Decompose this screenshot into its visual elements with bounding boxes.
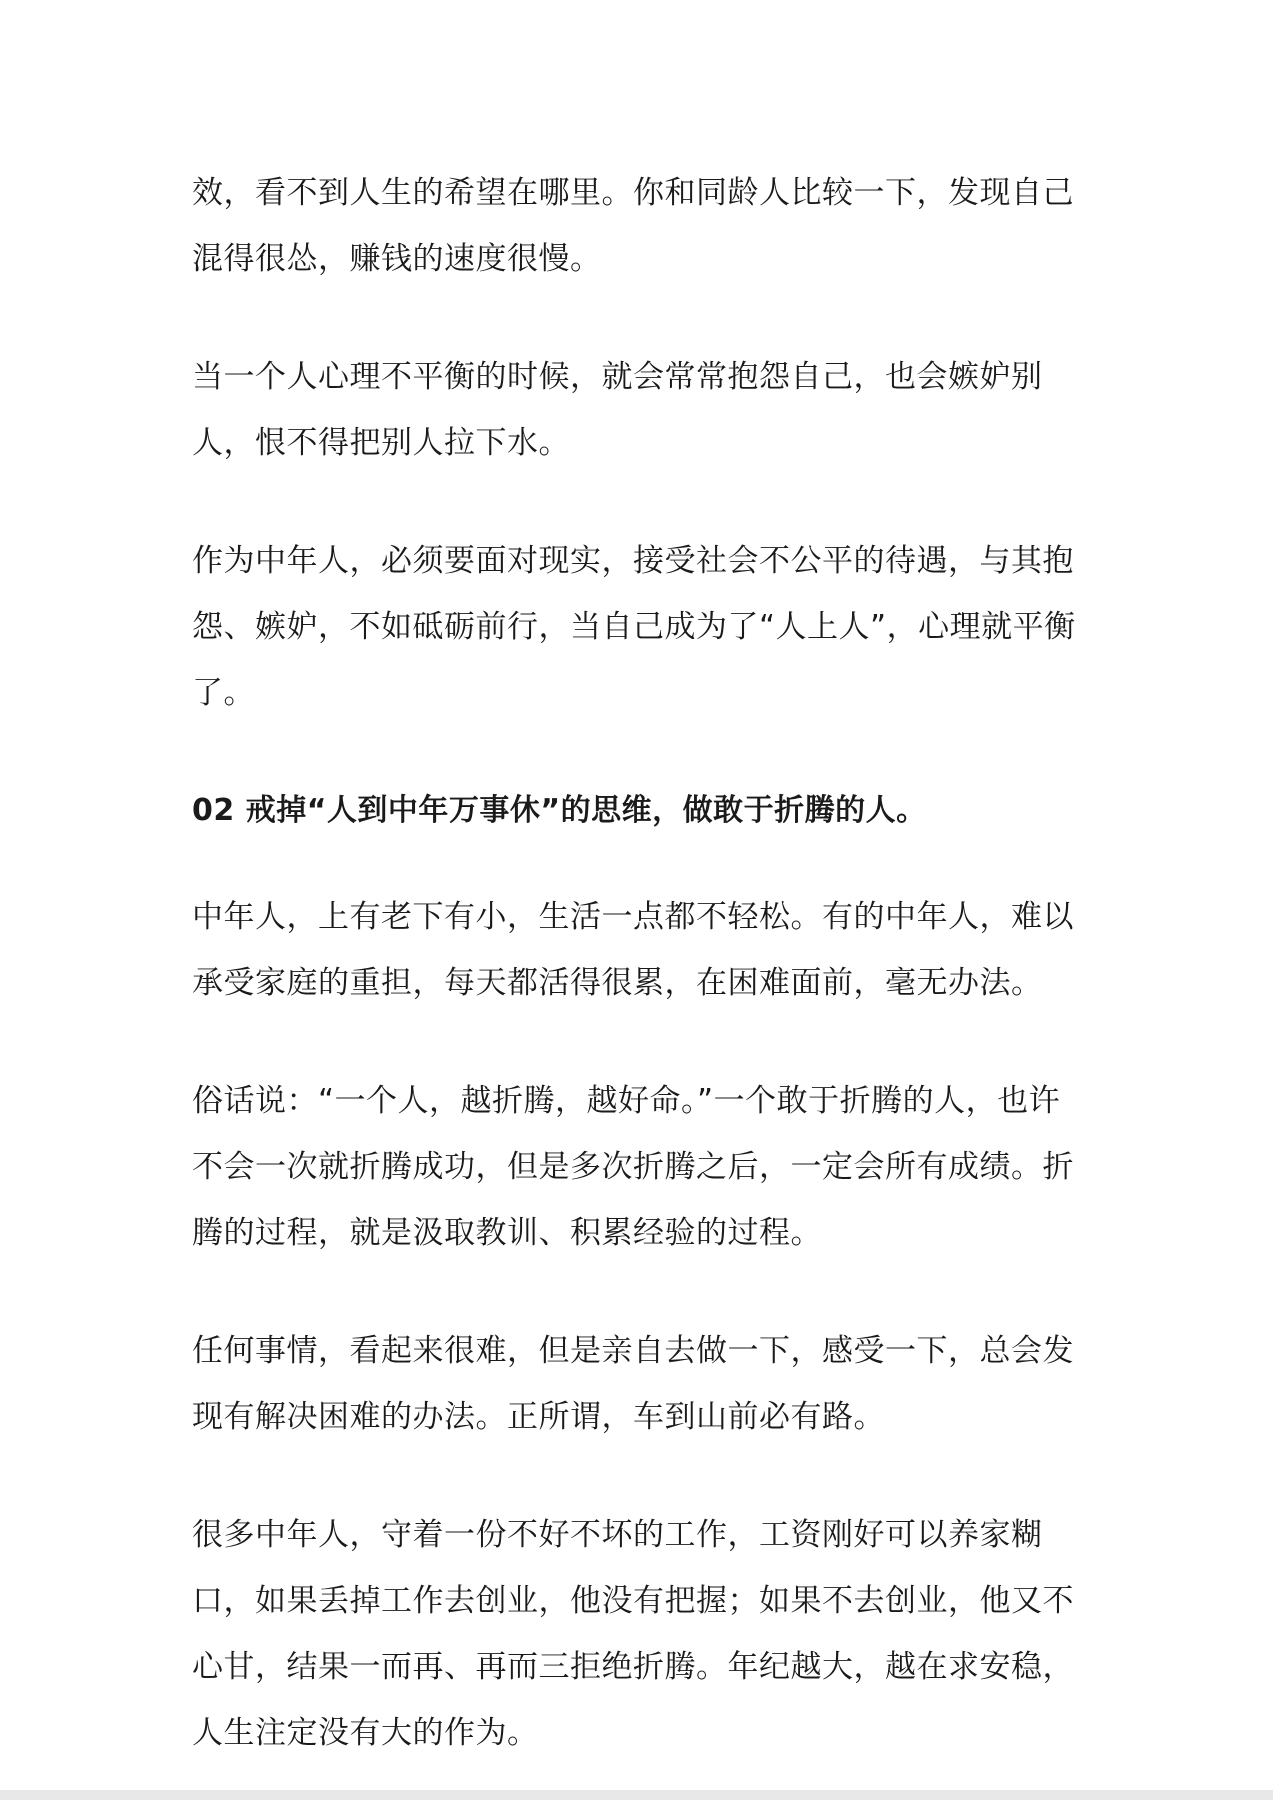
section-heading: 02 戒掉“人到中年万事休”的思维，做敢于折腾的人。 bbox=[192, 793, 927, 828]
paragraph-3: 作为中年人，必须要面对现实，接受社会不公平的待遇，与其抱怨、嫉妒，不如砥砺前行，当自己成为了“人上人”，心理就平衡了。 bbox=[192, 543, 1076, 711]
paragraph-1: 效，看不到人生的希望在哪里。你和同龄人比较一下，发现自己混得很怂，赚钱的速度很慢。 bbox=[192, 175, 1074, 277]
paragraph-7: 很多中年人，守着一份不好不坏的工作，工资刚好可以养家糊口，如果丢掉工作去创业，他没有把握；如果不去创业，他又不心甘，结果一而再、再而三拒绝折腾。年纪越大，越在求安稳，人生注定没有大的作为。 bbox=[192, 1517, 1074, 1751]
article-body bbox=[192, 160, 1088, 1818]
page-bottom-edge bbox=[0, 1790, 1273, 1800]
paragraph-5: 俗话说：“一个人，越折腾，越好命。”一个敢于折腾的人，也许不会一次就折腾成功，但是多次折腾之后，一定会所有成绩。折腾的过程，就是汲取教训、积累经验的过程。 bbox=[192, 1083, 1074, 1251]
paragraph-6: 任何事情，看起来很难，但是亲自去做一下，感受一下，总会发现有解决困难的办法。正所谓，车到山前必有路。 bbox=[192, 1333, 1074, 1435]
paragraph-4: 中年人，上有老下有小，生活一点都不轻松。有的中年人，难以承受家庭的重担，每天都活得很累，在困难面前，毫无办法。 bbox=[192, 899, 1074, 1001]
paragraph-2: 当一个人心理不平衡的时候，就会常常抱怨自己，也会嫉妒别人，恨不得把别人拉下水。 bbox=[192, 359, 1043, 461]
